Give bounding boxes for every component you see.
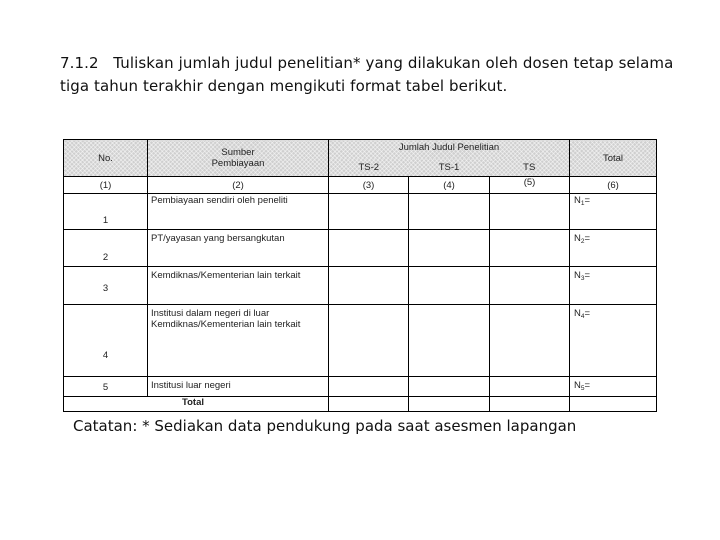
row-total — [570, 267, 657, 305]
row-total-sub: 1 — [580, 200, 585, 207]
footer-total-ts — [490, 397, 570, 412]
row-ts1[interactable] — [409, 267, 490, 305]
header-ts — [490, 159, 570, 177]
row-ts1[interactable] — [409, 194, 490, 230]
row-total-sub: 4 — [580, 313, 585, 320]
table-footer-row — [64, 397, 657, 412]
row-total-suffix: = — [584, 308, 591, 319]
row-ts[interactable] — [490, 267, 570, 305]
row-total-suffix: = — [584, 270, 591, 281]
heading-line-1: 7.1.2 Tuliskan jumlah judul penelitian* yang dilakukan oleh dosen tetap selama — [60, 54, 674, 72]
colnum-4: (4) — [409, 177, 490, 194]
table-row — [64, 230, 657, 267]
row-ts2[interactable] — [329, 267, 409, 305]
row-source-label: Kemdiknas/Kementerian lain terkait — [151, 270, 301, 281]
row-total-sub: 2 — [580, 238, 585, 245]
row-ts2[interactable] — [329, 305, 409, 377]
row-total-suffix: = — [584, 195, 591, 206]
header-total — [570, 140, 657, 177]
row-ts[interactable] — [490, 230, 570, 267]
row-ts[interactable] — [490, 305, 570, 377]
row-total — [570, 230, 657, 267]
row-total-prefix: N — [574, 233, 581, 244]
row-total-sub: 5 — [580, 385, 585, 392]
row-no: 5 — [64, 377, 148, 397]
header-source — [148, 140, 329, 177]
row-total-prefix: N — [574, 270, 581, 281]
colnum-2: (2) — [148, 177, 329, 194]
colnum-6: (6) — [570, 177, 657, 194]
row-no: 2 — [64, 230, 148, 267]
table-row — [64, 377, 657, 397]
row-ts2[interactable] — [329, 230, 409, 267]
footer-total-ts1 — [409, 397, 490, 412]
row-no: 3 — [64, 267, 148, 305]
row-total — [570, 305, 657, 377]
header-ts1 — [409, 159, 490, 177]
colnum-1: (1) — [64, 177, 148, 194]
row-ts1[interactable] — [409, 377, 490, 397]
header-ts2-label: TS-2 — [358, 162, 380, 173]
row-source: Pembiayaan sendiri oleh peneliti — [148, 194, 329, 230]
header-count-group — [329, 140, 570, 160]
row-ts[interactable] — [490, 194, 570, 230]
row-source-label: Institusi dalam negeri di luar Kemdiknas/Kementerian lain terkait — [151, 308, 301, 330]
header-source-label: Sumber Pembiayaan — [211, 147, 265, 169]
row-ts2[interactable] — [329, 377, 409, 397]
header-no-label: No. — [98, 152, 113, 164]
row-total — [570, 377, 657, 397]
colnum-5: (5) — [490, 177, 570, 194]
row-source — [148, 267, 329, 305]
footer-total-label: Total — [64, 397, 329, 412]
row-no: 4 — [64, 305, 148, 377]
row-total-suffix: = — [584, 233, 591, 244]
row-ts1[interactable] — [409, 305, 490, 377]
row-ts1[interactable] — [409, 230, 490, 267]
row-total-prefix: N — [574, 380, 581, 391]
header-total-label: Total — [602, 152, 624, 164]
footnote: Catatan: * Sediakan data pendukung pada saat asesmen lapangan — [73, 417, 577, 435]
row-ts[interactable] — [490, 377, 570, 397]
header-ts-label: TS — [523, 162, 536, 173]
table-row — [64, 305, 657, 377]
heading-line-2: tiga tahun terakhir dengan mengikuti format tabel berikut. — [60, 77, 508, 95]
table-row — [64, 267, 657, 305]
table-row — [64, 194, 657, 230]
footer-total-sum — [570, 397, 657, 412]
row-source — [148, 305, 329, 377]
row-no: 1 — [64, 194, 148, 230]
colnum-3: (3) — [329, 177, 409, 194]
header-no — [64, 140, 148, 177]
row-total-sub: 3 — [580, 275, 585, 282]
header-count-group-label: Jumlah Judul Penelitian — [398, 142, 500, 153]
row-total-suffix: = — [584, 380, 591, 391]
header-ts1-label: TS-1 — [438, 162, 460, 173]
footer-total-ts2 — [329, 397, 409, 412]
row-source: Institusi luar negeri — [148, 377, 329, 397]
research-funding-table — [63, 139, 656, 412]
row-total-prefix: N — [574, 308, 581, 319]
row-total-prefix: N — [574, 195, 581, 206]
instruction-heading — [60, 52, 674, 98]
header-ts2 — [329, 159, 409, 177]
row-source: PT/yayasan yang bersangkutan — [148, 230, 329, 267]
row-ts2[interactable] — [329, 194, 409, 230]
row-total — [570, 194, 657, 230]
